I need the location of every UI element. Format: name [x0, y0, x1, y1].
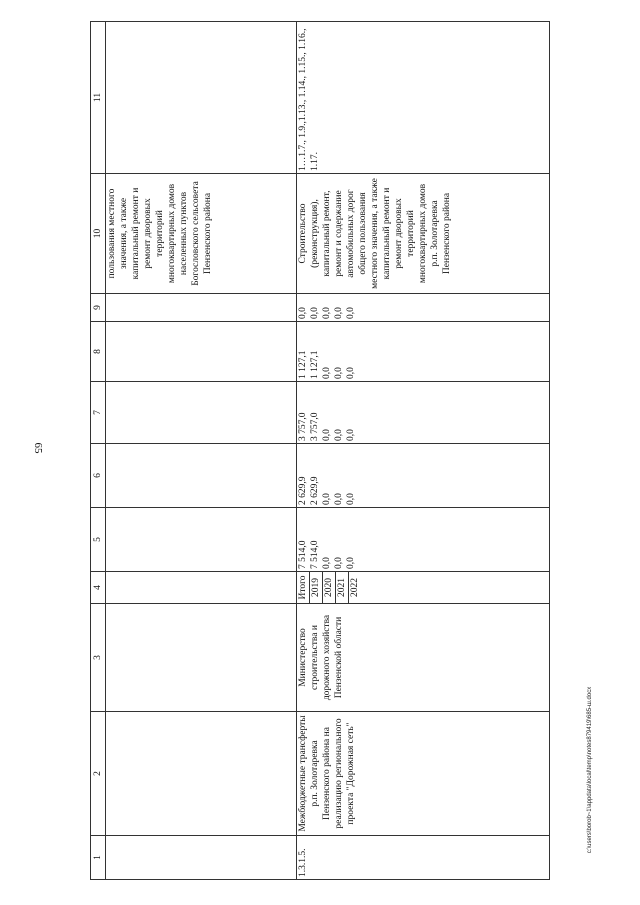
amount-value: 3 757,0: [298, 412, 308, 441]
cell: [106, 572, 297, 604]
activity-description: Строительство (реконструкция), капитальный ремонт, ремонт и содержание автомобильных дорог общего пользования местного значения, а также капитальный ремонт и ремонт дворовых территорий многоквартирных домов р.п. Золотаревка Пензенского района: [297, 174, 550, 294]
page-number: 65: [32, 442, 44, 454]
year-value: Итого: [297, 572, 310, 603]
indicator-links: 1…1.7., 1.9.,1.13., 1.14., 1.15., 1.16., 1.17.: [297, 22, 550, 174]
column-number-row: [91, 22, 106, 880]
col-header-4: 4: [91, 572, 106, 604]
col-header-10: 10: [91, 174, 106, 294]
amount-value: 3 757,0: [310, 412, 320, 441]
cell: [106, 836, 297, 880]
activity-description-prev: пользования местного значения, а также капитальный ремонт и ремонт дворовых территорий многоквартирных домов населенных пунктов Богословского сельсовета Пензенского района: [106, 174, 297, 294]
amount-value: 7 514,0: [298, 540, 308, 569]
amount-value: 0,0: [334, 429, 344, 441]
local-amount-cell: [297, 322, 550, 382]
col-header-9: 9: [91, 294, 106, 322]
amount-value: 0,0: [322, 367, 332, 379]
file-path: c:\users\borob~1\appdata\local\temp\notes879419\685-ш.docx: [587, 686, 593, 854]
amount-value: 0,0: [346, 557, 356, 569]
rotated-table-container: [90, 22, 550, 880]
amount-value: 0,0: [334, 493, 344, 505]
cell: [106, 604, 297, 712]
cell: [106, 444, 297, 508]
amount-value: 0,0: [322, 307, 332, 319]
amount-value: 0,0: [322, 429, 332, 441]
cell: [106, 382, 297, 444]
amount-value: 0,0: [310, 307, 320, 319]
amount-value: 0,0: [334, 367, 344, 379]
amount-value: 0,0: [346, 429, 356, 441]
other-amount-cell: [297, 294, 550, 322]
item-number: 1.3.1.5.: [297, 836, 550, 880]
table-row-continued: [106, 22, 297, 880]
col-header-1: 1: [91, 836, 106, 880]
amount-value: 0,0: [298, 307, 308, 319]
year-value: 2020: [323, 572, 336, 603]
cell: [106, 22, 297, 174]
cell: [106, 712, 297, 836]
federal-amount-cell: [297, 444, 550, 508]
amount-value: 1 127,1: [298, 350, 308, 379]
col-header-3: 3: [91, 604, 106, 712]
total-amount-cell: [297, 508, 550, 572]
amount-value: 7 514,0: [310, 540, 320, 569]
regional-amount-cell: [297, 382, 550, 444]
col-header-7: 7: [91, 382, 106, 444]
amount-value: 0,0: [346, 493, 356, 505]
year-value: 2019: [310, 572, 323, 603]
col-header-2: 2: [91, 712, 106, 836]
col-header-11: 11: [91, 22, 106, 174]
amount-value: 0,0: [322, 557, 332, 569]
amount-value: 0,0: [346, 367, 356, 379]
measure-name: Межбюджетные трансферты р.п. Золотаревка Пензенского района на реализацию регионального проекта "Дорожная сеть": [297, 712, 550, 836]
cell: [106, 322, 297, 382]
amount-value: 0,0: [346, 307, 356, 319]
cell: [106, 294, 297, 322]
amount-value: 2 629,9: [310, 476, 320, 505]
amount-value: 1 127,1: [310, 350, 320, 379]
program-table: [90, 21, 550, 880]
amount-value: 0,0: [322, 493, 332, 505]
col-header-5: 5: [91, 508, 106, 572]
year-value: 2022: [350, 578, 360, 597]
amount-value: 0,0: [334, 307, 344, 319]
year-value: 2021: [336, 572, 349, 603]
responsible-executor: Министерство строительства и дорожного хозяйства Пензенской области: [297, 604, 550, 712]
cell: [106, 508, 297, 572]
amount-value: 0,0: [334, 557, 344, 569]
col-header-8: 8: [91, 322, 106, 382]
amount-value: 2 629,9: [298, 476, 308, 505]
years-cell: [297, 572, 550, 604]
col-header-6: 6: [91, 444, 106, 508]
table-row: [297, 22, 550, 880]
